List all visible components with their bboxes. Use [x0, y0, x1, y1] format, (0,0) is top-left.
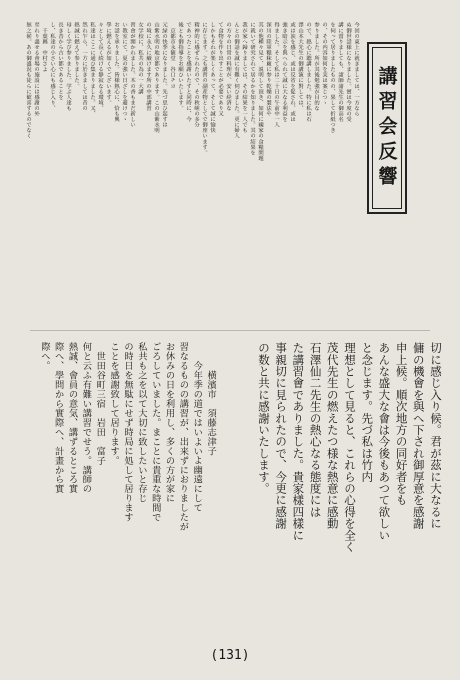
- text-column-lower-left: [23, 342, 231, 642]
- letter-1: 今回の東上に就きましては、一方なら ぬ御世話様になりました。實は今度の受 講に當りましても、諸師諸先生の御高名 を伺って居りましたものの、果して折紙つき の、その内容如何を実は案じつゝ 参りました。所が其後勉強が目的な ので、熱心に聴講しました。特に私は石 澤山本大先生の御講演に對しては、 或は涙を感じ、或は反省を促され、或は 強き暗示を與へられて誠に大なる利益を 得ました。そして私は二十日の午前中一人 深川の陸軍糧秣廠に参り乾燥の製法や 其の他種々見て、説明して頂き、如何に國家の食糧問題 に就いて研究されて居るかを知りました。其の結果を 我が家へ歸りましては、その結果を一人でも んとの御話を誠に有難く伺ひました。更に婦人 の方々の日常の料理が、安い経済な て食物を作り出すことが必要であり又 しかもそれが楽しくあって、そして誠に愉快 に存じます。之も講習の副産物としてで御座います。: [201, 22, 359, 161]
- page-number: (131): [210, 648, 250, 663]
- section-divider: [30, 330, 430, 331]
- letter-4-signature: 横濱市 須藤志津子: [205, 360, 217, 456]
- text-column-upper: [24, 22, 360, 312]
- letter-4-body: 今年季の道ではいよいよ幽遠にして 習なるものの講習が、出来ずにおりましたが お休みの日を利用し、多くの方が家に ごろしていました。まことに貴重な時間で 私共も之を以て大切に致したいと存じ の時日を無駄にせず時局に処して居ります ことを感謝致して居ります。 世田谷町三宿 岩田 富子 何と云ふ有難い講習でせう。講師の 熱誠、會員の意気、講ずるところ實 際へ、學問から實際へ、計畫から實 際へ。: [38, 342, 203, 532]
- text-column-lower-right: [234, 342, 444, 642]
- letter-2: 精神的に感ぜられたので、その秋嵯の多分 であつたことを感謝いたすと同時に、今 後とも御指導をお願ひいたします。 京都市永観堂 谷口チヨ 元緑の快季になりました。先づ思ひ起すは 山紫水明の地京都であります。この山紫水明 の境に永久に續けます所の中部講習 女学校に、私共の為の一大講 習會が開かれました。木の香もまだ新しい い教室にて、夏の強い日ざしを避けつゝ お話を承りました。皆様熱心に、恰も興 學に燃えるが如くでございます。 々として長く続ける静寂なる環境、 私達はここに通ひ集まりました。又、 然れ乍ら、一方に於きましては昔の 熱誠に燃えて参りました。 母しく学び参りました。学ぶ人達も 長き昔から古い都であることを し、私達の小さい心にも感じ入り、 千葉縣 中村さよ 至れり盡せる會場の施設には感謝の外 無之候。あの御盛況も徒らに歓喜するのでなく: [25, 22, 199, 139]
- article-title: 講習会反響: [375, 65, 398, 191]
- article-title-box: [367, 42, 407, 214]
- letter-3: 切に感じ入り候。君が茲に大なるに 傭の機會を與へ下され御厚意を感謝 申上候。順次地方の同好者をも あんな盛大な會は今後もあつて欲しい と念じます。先づ私は竹内 理想として見ると、これらの心得を全く 茂代先生の燃えたつ様な熱意に感動 石澤仙二先生の熱心なる態度には た講習會でありました。貴家樣四樣に 事親切に見られたので、今更に感謝 の数と共に感謝いたします。: [256, 342, 443, 553]
- letter-4: [23, 342, 231, 642]
